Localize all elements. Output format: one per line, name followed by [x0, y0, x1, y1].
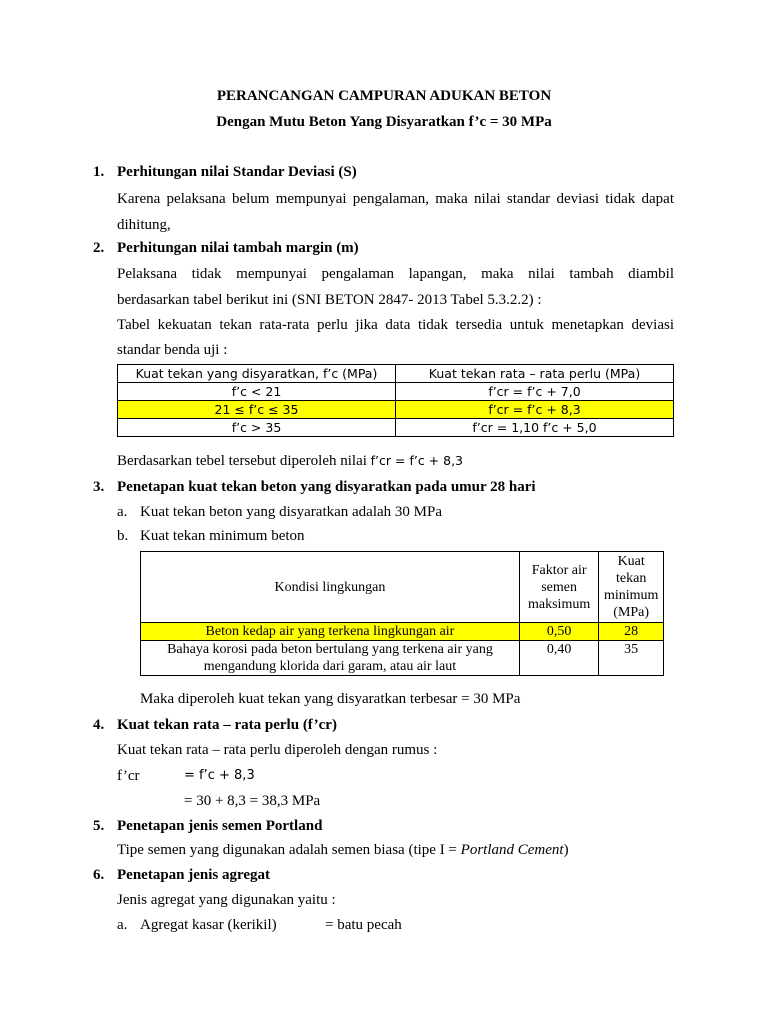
- table-cell: 21 ≤ f’c ≤ 35: [118, 401, 396, 419]
- section-6-number: 6.: [93, 867, 105, 883]
- formula-label: f’cr: [117, 768, 140, 784]
- section-6-item-a-label: Agregat kasar (kerikil): [140, 917, 277, 933]
- conclusion-text: Berdasarkan tebel tersebut diperoleh nilai: [117, 453, 371, 469]
- table-header-cell: Faktor air semen maksimum: [519, 552, 598, 623]
- section-5-text: [117, 838, 569, 862]
- section-2-conclusion: [117, 449, 463, 473]
- section-2-text-line-1: Pelaksana tidak mempunyai pengalaman lapangan, maka nilai tambah diambil: [117, 266, 674, 282]
- section-5-heading: Penetapan jenis semen Portland: [117, 818, 323, 834]
- table-cell: f’c > 35: [118, 419, 396, 437]
- table-cell: f’cr = f’c + 7,0: [396, 383, 674, 401]
- document-title: PERANCANGAN CAMPURAN ADUKAN BETON: [216, 88, 552, 104]
- section-1-text: Karena pelaksana belum mempunyai pengalaman, maka nilai standar deviasi tidak dapat dihitung,: [117, 191, 674, 233]
- section-3-number: 3.: [93, 479, 105, 495]
- section-3-item-b-letter: b.: [117, 528, 129, 544]
- formula-line-1: = f’c + 8,3: [184, 768, 255, 783]
- table-cell: 0,40: [519, 641, 598, 676]
- conclusion-formula: f’cr = f’c + 8,3: [370, 453, 464, 468]
- section-3-item-a-letter: a.: [117, 504, 128, 520]
- section-1-number: 1.: [93, 164, 105, 180]
- section-6-heading: Penetapan jenis agregat: [117, 867, 271, 883]
- table-cell: 0,50: [519, 623, 598, 641]
- minimum-strength-table: [140, 551, 664, 676]
- section-4-number: 4.: [93, 717, 105, 733]
- table-cell: Bahaya korosi pada beton bertulang yang terkena air yang mengandung klorida dari garam, atau air laut: [141, 641, 520, 676]
- section-2-number: 2.: [93, 240, 105, 256]
- section-5-text-prefix: Tipe semen yang digunakan adalah semen biasa (tipe I =: [117, 842, 461, 858]
- table-row: [118, 383, 674, 401]
- section-2-text-line-2: berdasarkan tabel berikut ini (SNI BETON 2847- 2013 Tabel 5.3.2.2) :: [117, 292, 542, 308]
- section-6-item-a-letter: a.: [117, 917, 128, 933]
- table-header-cell: Kuat tekan minimum (MPa): [599, 552, 664, 623]
- table-row-highlighted: [141, 623, 664, 641]
- section-4-text: Kuat tekan rata – rata perlu diperoleh dengan rumus :: [117, 742, 438, 758]
- table-row: [141, 641, 664, 676]
- table-cell: Beton kedap air yang terkena lingkungan air: [141, 623, 520, 641]
- margin-table: [117, 364, 674, 437]
- table-cell: f’c < 21: [118, 383, 396, 401]
- section-2-text-line-4: standar benda uji :: [117, 342, 228, 358]
- table-cell: 28: [599, 623, 664, 641]
- section-6-item-a-value: = batu pecah: [325, 917, 402, 933]
- section-2-text-line-3: Tabel kekuatan tekan rata-rata perlu jika data tidak tersedia untuk menetapkan deviasi: [117, 317, 674, 333]
- section-2-heading: Perhitungan nilai tambah margin (m): [117, 240, 359, 256]
- table-cell: f’cr = f’c + 8,3: [396, 401, 674, 419]
- section-5-number: 5.: [93, 818, 105, 834]
- table-cell: f’cr = 1,10 f’c + 5,0: [396, 419, 674, 437]
- section-4-heading: Kuat tekan rata – rata perlu (f’cr): [117, 717, 337, 733]
- section-3-item-a-text: Kuat tekan beton yang disyaratkan adalah 30 MPa: [140, 504, 442, 520]
- section-1-heading: Perhitungan nilai Standar Deviasi (S): [117, 164, 357, 180]
- section-3-heading: Penetapan kuat tekan beton yang disyaratkan pada umur 28 hari: [117, 479, 536, 495]
- table-header-row: [118, 365, 674, 383]
- formula-line-2: = 30 + 8,3 = 38,3 MPa: [184, 793, 321, 809]
- table-row: [118, 419, 674, 437]
- table-header-cell: Kuat tekan yang disyaratkan, f’c (MPa): [118, 365, 396, 383]
- table-header-cell: Kuat tekan rata – rata perlu (MPa): [396, 365, 674, 383]
- table-cell: 35: [599, 641, 664, 676]
- table-row-highlighted: [118, 401, 674, 419]
- section-6-text: Jenis agregat yang digunakan yaitu :: [117, 892, 336, 908]
- section-3-conclusion: Maka diperoleh kuat tekan yang disyaratkan terbesar = 30 MPa: [140, 691, 521, 707]
- section-3-item-b-text: Kuat tekan minimum beton: [140, 528, 305, 544]
- table-header-row: [141, 552, 664, 623]
- section-5-text-suffix: ): [563, 842, 569, 858]
- document-subtitle: Dengan Mutu Beton Yang Disyaratkan f’c = 30 MPa: [216, 114, 552, 130]
- table-header-cell: Kondisi lingkungan: [141, 552, 520, 623]
- section-5-text-italic: Portland Cement: [460, 842, 564, 858]
